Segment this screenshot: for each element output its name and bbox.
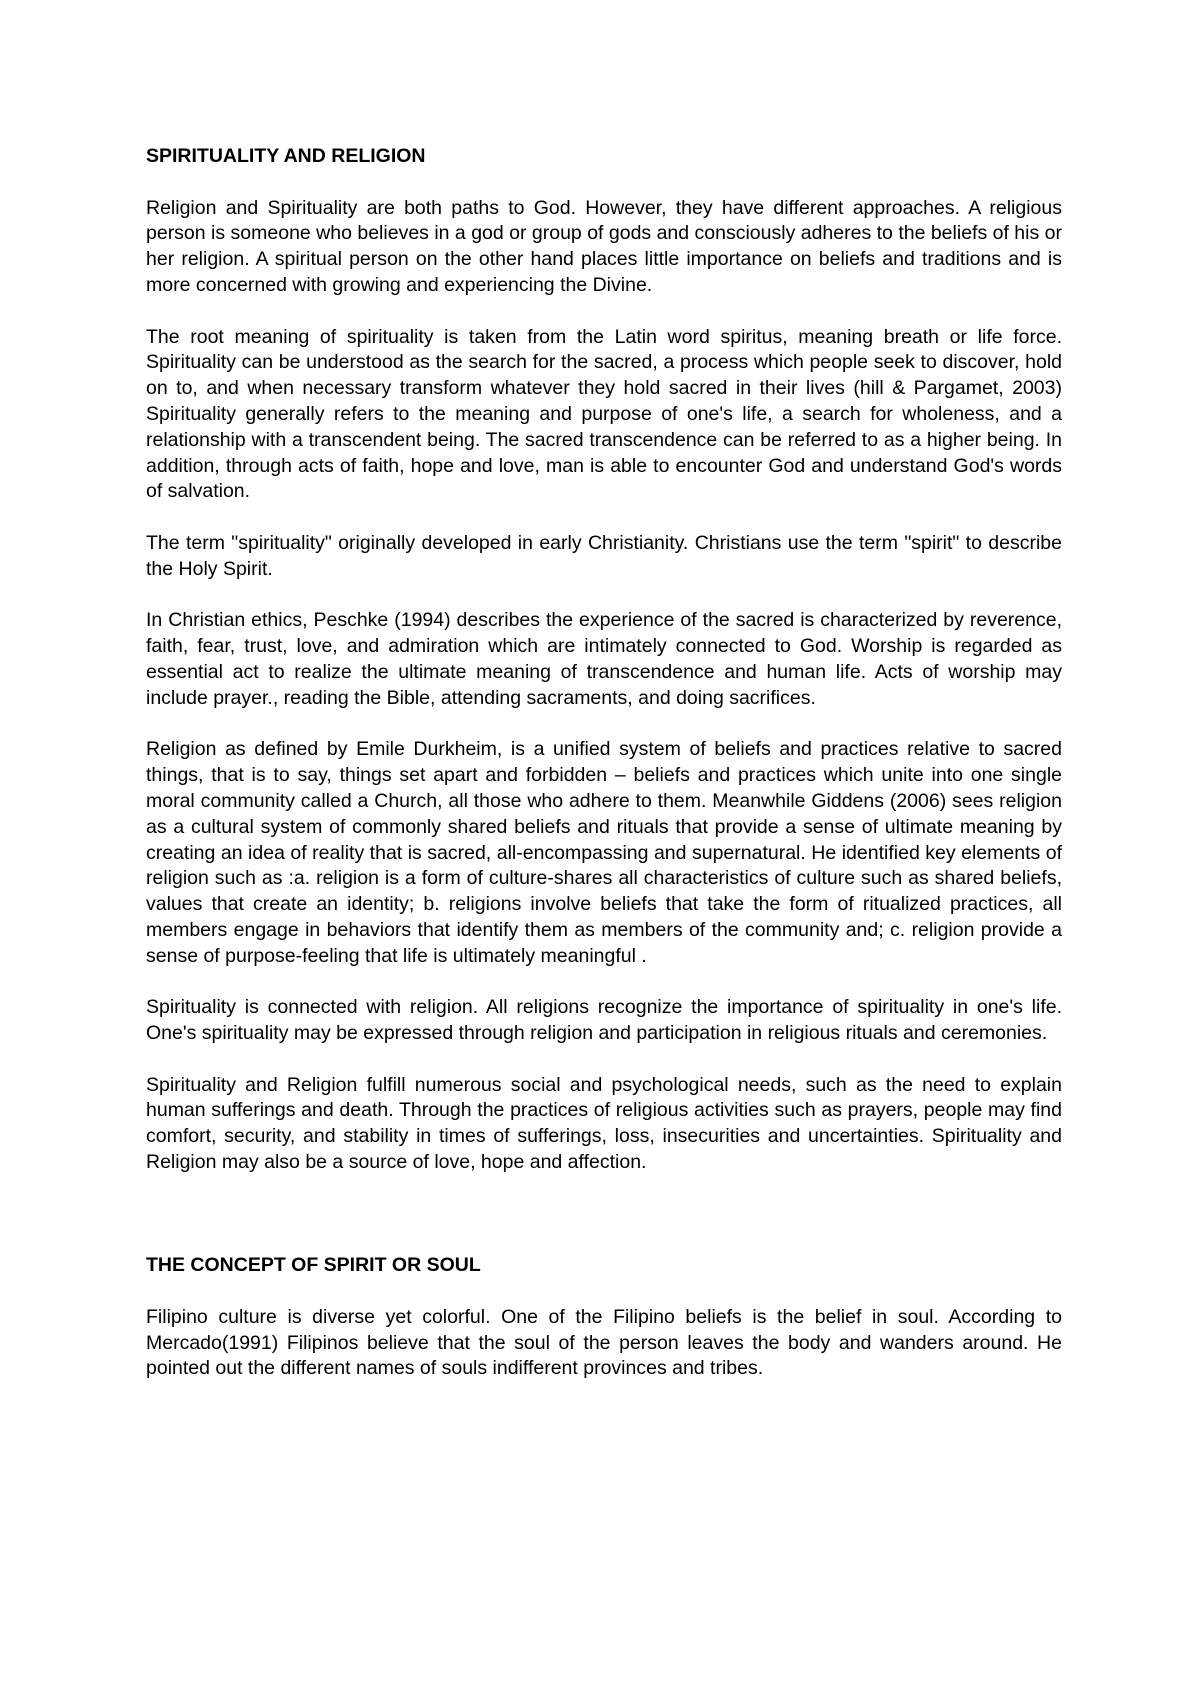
- document-body: [146, 144, 1062, 1408]
- paragraph-christian-ethics: In Christian ethics, Peschke (1994) describes the experience of the sacred is characterized by reverence, faith, fear, trust, love, and admiration which are intimately connected to God. Worship is regarded as essential act to realize the ultimate meaning of transcendence and human life. Acts of worship may include prayer., reading the Bible, attending sacraments, and doing sacrifices.: [146, 609, 1062, 709]
- paragraph-paths-to-god: Religion and Spirituality are both paths to God. However, they have different approaches. A religious person is someone who believes in a god or group of gods and consciously adheres to the beliefs of his or her religion. A spiritual person on the other hand places little importance on beliefs and traditions and is more concerned with growing and experiencing the Divine.: [146, 196, 1062, 296]
- section-heading-concept-of-spirit: THE CONCEPT OF SPIRIT OR SOUL: [146, 1254, 481, 1277]
- paragraph-spirituality-connected: Spirituality is connected with religion. All religions recognize the importance of spirituality in one's life. One's spirituality may be expressed through religion and participation in religious rituals and ceremonies.: [146, 996, 1062, 1045]
- paragraph-social-psychological-needs: Spirituality and Religion fulfill numerous social and psychological needs, such as the need to explain human sufferings and death. Through the practices of religious activities such as prayers, people may find comfort, security, and stability in times of sufferings, loss, insecurities and uncertainties. Spirituality and Religion may also be a source of love, hope and affection.: [146, 1073, 1062, 1174]
- paragraph-root-meaning: The root meaning of spirituality is taken from the Latin word spiritus, meaning breath or life force. Spirituality can be understood as the search for the sacred, a process which people seek to discover, hold on to, and when necessary transform whatever they hold sacred in their lives (hill & Pargamet, 2003) Spirituality generally refers to the meaning and purpose of one's life, a search for wholeness, and a relationship with a transcendent being. The sacred transcendence can be referred to as a higher being. In addition, through acts of faith, hope and love, man is able to encounter God and understand God's words of salvation.: [146, 325, 1062, 503]
- section-spacer: [146, 1202, 1062, 1254]
- paragraph-religion-defined: Religion as defined by Emile Durkheim, is a unified system of beliefs and practices relative to sacred things, that is to say, things set apart and forbidden – beliefs and practices which unite into one single moral community called a Church, all those who adhere to them. Meanwhile Giddens (2006) sees religion as a cultural system of commonly shared beliefs and rituals that provide a sense of ultimate meaning by creating an idea of reality that is sacred, all-encompassing and supernatural. He identified key elements of religion such as :a. religion is a form of culture-shares all characteristics of culture such as shared beliefs, values that create an identity; b. religions involve beliefs that take the form of ritualized practices, all members engage in behaviors that identify them as members of the community and; c. religion provide a sense of purpose-feeling that life is ultimately meaningful .: [146, 738, 1062, 967]
- paragraph-filipino-culture: Filipino culture is diverse yet colorful. One of the Filipino beliefs is the belief in soul. According to Mercado(1991) Filipinos believe that the soul of the person leaves the body and wanders around. He pointed out the different names of souls indifferent provinces and tribes.: [146, 1305, 1062, 1380]
- section-heading-spirituality-and-religion: SPIRITUALITY AND RELIGION: [146, 145, 426, 167]
- paragraph-term-spirituality: The term "spirituality" originally developed in early Christianity. Christians use the term "spirit" to describe the Holy Spirit.: [146, 531, 1062, 580]
